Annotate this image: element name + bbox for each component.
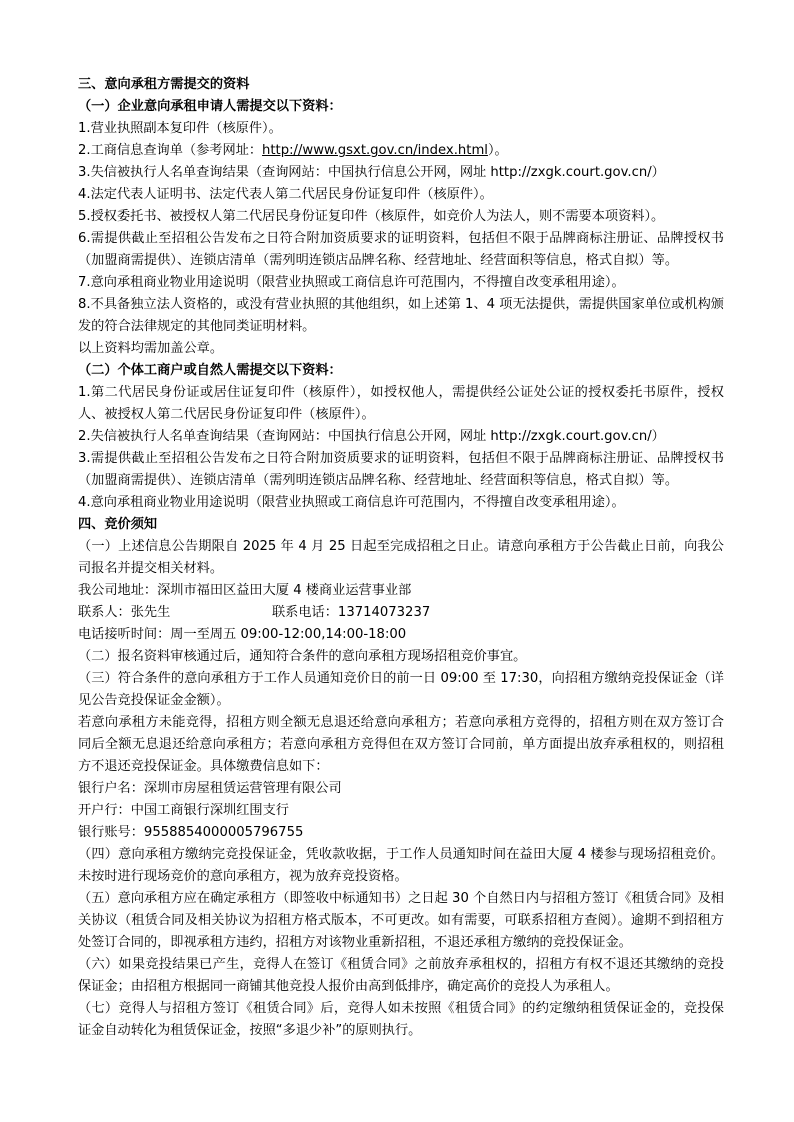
list-item: 5.授权委托书、被授权人第二代居民身份证复印件（核原件，如竞价人为法人，则不需要本项资料）。 xyxy=(78,209,665,224)
list-item: 1.第二代居民身份证或居住证复印件（核原件），如授权他人，需提供经公证处公证的授权委托书原件，授权人、被授权人第二代居民身份证复印件（核原件）。 xyxy=(78,385,724,422)
list-item: 8.不具备独立法人资格的，或没有营业执照的其他组织，如上述第 1、4 项无法提供，需提供国家单位或机构颁发的符合法律规定的其他同类证明材料。 xyxy=(78,297,724,334)
list-item: 3.需提供截止至招租公告发布之日符合附加资质要求的证明资料，包括但不限于品牌商标注册证、品牌授权书（加盟商需提供）、连锁店清单（需列明连锁店品牌名称、经营地址、经营面积等信息，格式自拟）等。 xyxy=(78,451,724,488)
paragraph: （六）如果竞投结果已产生，竞得人在签订《租赁合同》之前放弃承租权的，招租方有权不退还其缴纳的竞投保证金；由招租方根据同一商铺其他竞投人报价由高到低排序，确定高价的竞投人为承租人。 xyxy=(78,957,724,994)
list-item: 7.意向承租商业物业用途说明（限营业执照或工商信息许可范围内，不得擅自改变承租用途）。 xyxy=(78,275,625,290)
list-item: 4.法定代表人证明书、法定代表人第二代居民身份证复印件（核原件）。 xyxy=(78,187,493,202)
list-item-suffix: ）。 xyxy=(487,143,508,158)
paragraph: （二）报名资料审核通过后，通知符合条件的意向承租方现场招租竞价事宜。 xyxy=(78,649,527,664)
subsection-1-heading: （一）企业意向承租申请人需提交以下资料： xyxy=(78,99,342,114)
list-item: 6.需提供截止至招租公告发布之日符合附加资质要求的证明资料，包括但不限于品牌商标注册证、品牌授权书（加盟商需提供）、连锁店清单（需列明连锁店品牌名称、经营地址、经营面积等信息，格式自拟）等。 xyxy=(78,231,724,268)
gsxt-link[interactable]: http://www.gsxt.gov.cn/index.html xyxy=(262,143,488,158)
list-item: 2.失信被执行人名单查询结果（查询网站：中国执行信息公开网，网址 http://zxgk.court.gov.cn/） xyxy=(78,429,665,444)
section-4-heading: 四、竞价须知 xyxy=(78,517,158,532)
list-item xyxy=(78,140,724,162)
paragraph: （七）竞得人与招租方签订《租赁合同》后，竞得人如未按照《租赁合同》的约定缴纳租赁保证金的，竞投保证金自动转化为租赁保证金，按照“多退少补”的原则执行。 xyxy=(78,1001,724,1038)
bank-branch: 开户行：中国工商银行深圳红围支行 xyxy=(78,803,289,818)
contact-person: 联系人：张先生 xyxy=(78,605,171,620)
paragraph: （四）意向承租方缴纳完竞投保证金，凭收款收据，于工作人员通知时间在益田大厦 4 楼参与现场招租竞价。未按时进行现场竞价的意向承租方，视为放弃竞投资格。 xyxy=(78,847,724,884)
company-address: 我公司地址：深圳市福田区益田大厦 4 楼商业运营事业部 xyxy=(78,583,412,598)
paragraph: （五）意向承租方应在确定承租方（即签收中标通知书）之日起 30 个自然日内与招租方签订《租赁合同》及相关协议（租赁合同及相关协议为招租方格式版本，不可更改。如有需要，可联系招租方查阅）。逾期不到招租方处签订合同的，即视承租方违约，招租方对该物业重新招租，不退还承租方缴纳的竞投保证金。 xyxy=(78,891,724,950)
contact-phone: 联系电话：13714073237 xyxy=(272,605,431,620)
paragraph: （一）上述信息公告期限自 2025 年 4 月 25 日起至完成招租之日止。请意向承租方于公告截止日前，向我公司报名并提交相关材料。 xyxy=(78,539,724,576)
contact-row xyxy=(78,602,724,624)
document-page xyxy=(78,74,724,1042)
bank-account-number: 银行账号：9558854000005796755 xyxy=(78,825,304,840)
bank-account-name: 银行户名：深圳市房屋租赁运营管理有限公司 xyxy=(78,781,342,796)
paragraph: （三）符合条件的意向承租方于工作人员通知竞价日的前一日 09:00 至 17:30，向招租方缴纳竞投保证金（详见公告竞投保证金金额）。 xyxy=(78,671,724,708)
subsection-2-heading: （二）个体工商户或自然人需提交以下资料： xyxy=(78,363,342,378)
paragraph: 若意向承租方未能竞得，招租方则全额无息退还给意向承租方；若意向承租方竞得的，招租方则在双方签订合同后全额无息退还给意向承租方；若意向承租方竞得但在双方签订合同前，单方面提出放弃承租权的，则招租方不退还竞投保证金。具体缴费信息如下： xyxy=(78,715,724,774)
list-item: 3.失信被执行人名单查询结果（查询网站：中国执行信息公开网，网址 http://zxgk.court.gov.cn/） xyxy=(78,165,665,180)
phone-hours: 电话接听时间：周一至周五 09:00-12:00,14:00-18:00 xyxy=(78,627,407,642)
note-text: 以上资料均需加盖公章。 xyxy=(78,341,224,356)
list-item: 4.意向承租商业物业用途说明（限营业执照或工商信息许可范围内，不得擅自改变承租用途）。 xyxy=(78,495,625,510)
section-3-heading: 三、意向承租方需提交的资料 xyxy=(78,77,250,92)
list-item: 1.营业执照副本复印件（核原件）。 xyxy=(78,121,282,136)
list-item-text: 2.工商信息查询单（参考网址： xyxy=(78,143,263,158)
